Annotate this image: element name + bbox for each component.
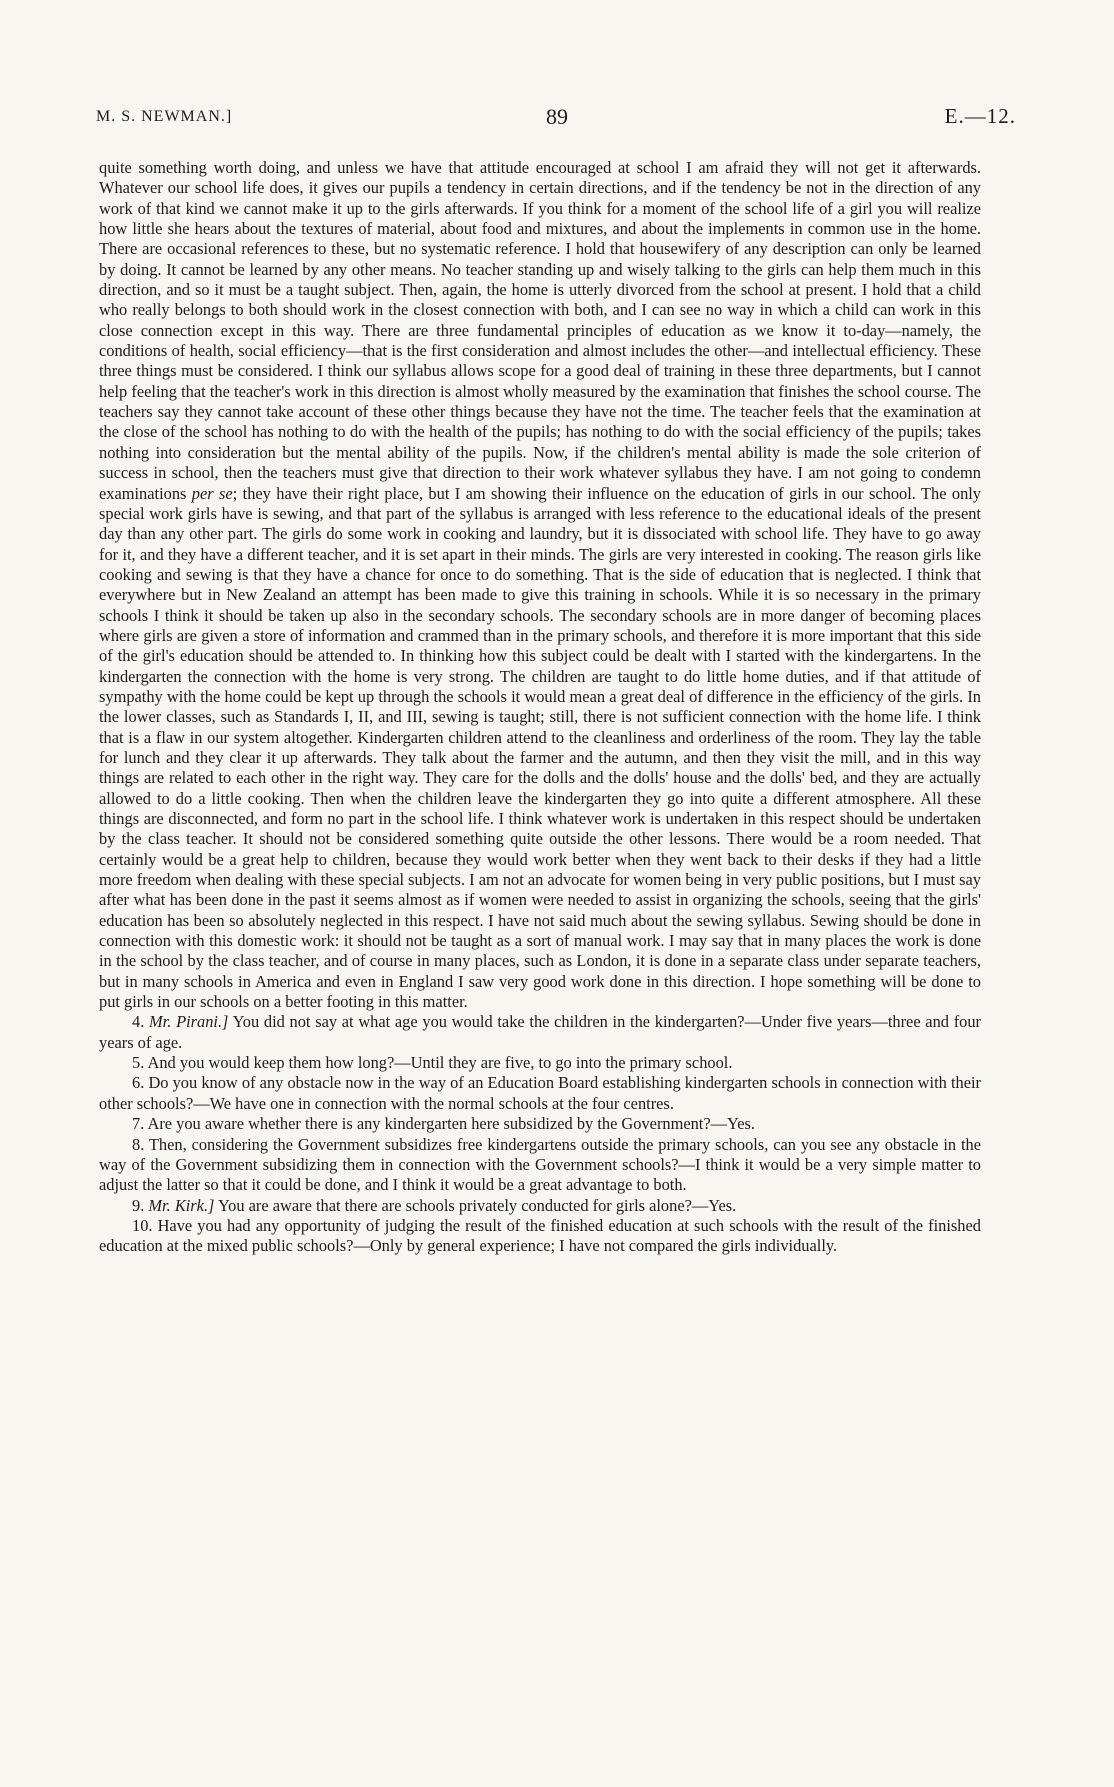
question-10: 10. Have you had any opportunity of judging the result of the finished education at such schools with the result of the finished education at the mixed public schools?—Only by general experience; I have not compared the girls individually.: [99, 1215, 981, 1256]
body-text: [99, 158, 981, 1257]
page-header: [96, 104, 1018, 134]
question-5: 5. And you would keep them how long?—Until they are five, to go into the primary school.: [132, 1053, 733, 1073]
page-number: 89: [546, 104, 568, 129]
speaker: Mr. Kirk.]: [148, 1195, 215, 1215]
speaker: Mr. Pirani.]: [149, 1012, 229, 1032]
question-6: 6. Do you know of any obstacle now in the way of an Education Board establishing kindergarten schools in connection with their other schools?—We have one in connection with the normal schools at the four centres.: [99, 1073, 981, 1113]
question-9: 9. Mr. Kirk.] You are aware that there are schools privately conducted for girls alone?—Yes.: [132, 1195, 737, 1215]
witness-name: M. S. NEWMAN.]: [96, 108, 233, 125]
document-reference: E.—12.: [944, 104, 1016, 128]
question-4: 4. Mr. Pirani.] You did not say at what age you would take the children in the kindergarten?—Under five years—three and four years of age.: [99, 1012, 982, 1052]
question-8: 8. Then, considering the Government subsidizes free kindergartens outside the primary schools, can you see any obstacle in the way of the Government subsidizing them in connection with the Government schools?—I think it would be a very simple matter to adjust the latter so that it could be done, and I think it would be a great advantage to both.: [99, 1134, 981, 1195]
main-paragraph: quite something worth doing, and unless we have that attitude encouraged at school I am afraid they will not get it afterwards. Whatever our school life does, it gives our pupils a tendency in certain directions, and if the tendency be not in the direction of any work of that kind we cannot make it up to the girls afterwards. If you think for a moment of the school life of a girl you will realize how little she hears about the textures of material, about food and mixtures, and about the implements in common use in the home. There are occasional references to these, but no systematic reference. I hold that housewifery of any description can only be learned by doing. It cannot be learned by any other means. No teacher standing up and wisely talking to the girls can help them much in this direction, and so it must be a taught subject. Then, again, the home is utterly divorced from the school at present. I hold that a child who really belongs to both should work in the closest connection with both, and I can see no way in which a child can work in this close connection except in this way. There are three fundamental principles of education as we know it to-day—namely, the conditions of health, social efficiency—that is the first consideration and almost includes the other—and intellectual efficiency. These three things must be considered. I think our syllabus allows scope for a good deal of training in these three departments, but I cannot help feeling that the teacher's work in this direction is almost wholly measured by the examination that finishes the school course. The teachers say they cannot take account of these other things because they have not the time. The teacher feels that the examination at the close of the school has nothing to do with the health of the pupils; has nothing to do with the social efficiency of the pupils; takes nothing into consideration but the mental ability of the pupils. Now, if the children's mental ability is made the sole criterion of success in school, then the teachers must give that direction to their work whatever syllabus they have. I am not going to condemn examinations per se; they have their right place, but I am showing their influence on the education of girls in our school. The only special work girls have is sewing, and that part of the syllabus is arranged with less reference to the educational ideals of the present day than any other part. The girls do some work in cooking and laundry, but it is dissociated with school life. They have to go away for it, and they have a different teacher, and it is set apart in their minds. The girls are very interested in cooking. The reason girls like cooking and sewing is that they have a chance for once to do something. That is the side of education that is neglected. I think that everywhere but in New Zealand an attempt has been made to give this training in schools. While it is so necessary in the primary schools I think it should be taken up also in the secondary schools. The secondary schools are in more danger of becoming places where girls are given a store of information and crammed than in the primary schools, and therefore it is more important that this side of the girl's education should be attended to. In thinking how this subject could be dealt with I started with the kindergartens. In the kindergarten the connection with the home is very strong. The children are taught to do little home duties, and if that attitude of sympathy with the home could be kept up through the schools it would mean a great deal of difference in the efficiency of the girls. In the lower classes, such as Standards I, II, and III, sewing is taught; still, there is not sufficient connection with the home life. I think that is a flaw in our system altogether. Kindergarten children attend to the cleanliness and orderliness of the room. They lay the table for lunch and they clear it up afterwards. They talk about the farmer and the autumn, and then they visit the mill, and in this way things are related to each other in the right way. They care for the dolls and the dolls' house and the dolls' bed, and they are actually allowed to do a little cooking. Then when the children leave the kindergarten they go into quite a different atmosphere. All these things are disconnected, and form no part in the school life. I think whatever work is undertaken in this respect should be undertaken by the class teacher. It should not be considered something quite outside the other lessons. There would be a room needed. That certainly would be a great help to children, because they would work better when they went back to their desks if they had a little more freedom when dealing with these special subjects. I am not an advocate for women being in very public positions, but I must say after what has been done in the past it seems almost as if women were needed to assist in organizing the schools, seeing that the girls' education has been so absolutely neglected in this respect. I have not said much about the sewing syllabus. Sewing should be done in connection with this domestic work: it should not be taught as a sort of manual work. I may say that in many places the work is done in the school by the class teacher, and of course in many places, such as London, it is done in a separate class under separate teachers, but in many schools in America and even in England I saw very good work done in this direction. I hope something will be done to put girls in our schools on a better footing in this matter.: [99, 158, 982, 1012]
question-7: 7. Are you aware whether there is any kindergarten here subsidized by the Government?—Yes.: [132, 1114, 755, 1134]
